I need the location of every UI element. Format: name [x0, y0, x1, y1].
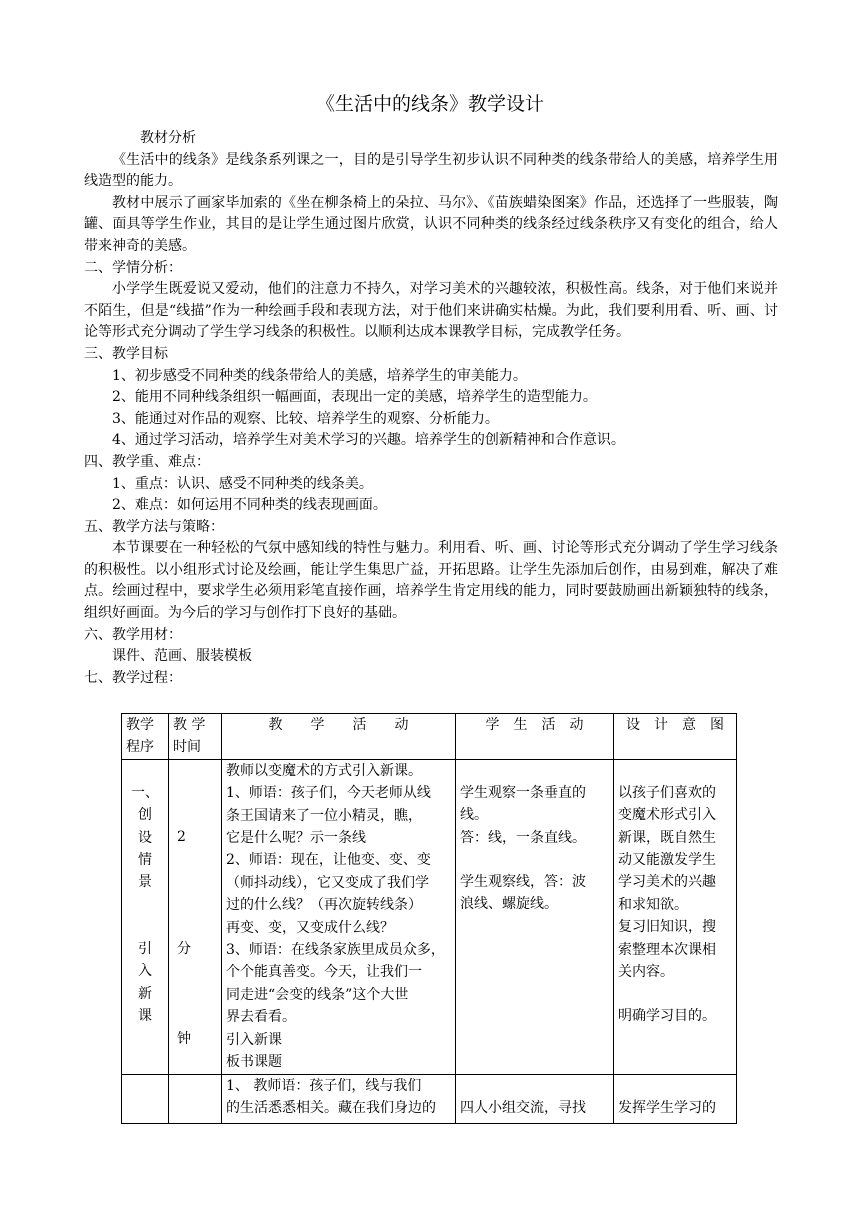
section-heading-keypoints: 四、教学重、难点：	[84, 453, 210, 470]
header-design-intent: 设 计 意 图	[614, 714, 737, 760]
cell-student-activity: 四人小组交流，寻找	[456, 1074, 614, 1123]
teaching-process-table	[121, 713, 737, 1124]
paragraph: 课件、范画、服装模板	[112, 648, 252, 665]
paragraph: 《生活中的线条》是线条系列课之一，目的是引导学生初步认识不同种类的线条带给人的美感，培养学生用线造型的能力。	[84, 151, 778, 190]
list-item: 1、初步感受不同种类的线条带给人的美感，培养学生的审美能力。	[112, 367, 527, 384]
cell-teacher-activity: 1、 教师语：孩子们，线与我们 的生活悉悉相关。藏在我们身边的	[222, 1074, 456, 1123]
list-item: 2、能用不同种线条组织一幅画面，表现出一定的美感，培养学生的造型能力。	[112, 389, 597, 406]
section-heading-methods: 五、教学方法与策略：	[84, 518, 224, 535]
table-row	[122, 1074, 737, 1123]
header-teacher-activity: 教 学 活 动	[222, 714, 456, 760]
paragraph: 本节课要在一种轻松的气氛中感知线的特性与魅力。利用看、听、画、讨论等形式充分调动了学生学习线条的积极性。以小组形式讨论及绘画，能让学生集思广益，开拓思路。让学生先添加后创作，由易到难，解决了难点。绘画过程中，要求学生必须用彩笔直接作画，培养学生肯定用线的能力，同时要鼓励画出新颖独特的线条，组织好画面。为今后的学习与创作打下良好的基础。	[84, 540, 778, 622]
header-student-activity: 学 生 活 动	[456, 714, 614, 760]
table-row	[122, 759, 737, 1074]
list-item: 2、难点：如何运用不同种类的线表现画面。	[112, 497, 387, 514]
list-item: 3、能通过对作品的观察、比较、培养学生的观察、分析能力。	[112, 410, 499, 427]
cell-student-activity: 学生观察一条垂直的 线。 答：线，一条直线。 学生观察线，答：波 浪线、螺旋线。	[456, 759, 614, 1074]
document-title: 《生活中的线条》教学设计	[315, 93, 544, 115]
cell-design-intent: 以孩子们喜欢的 变魔术形式引入 新课，既自然生 动又能激发学生 学习美术的兴趣 和求知欲。 复习旧知识，搜 索整理本次课相 关内容。 明确学习目的。	[614, 759, 737, 1074]
cell-teacher-activity: 教师以变魔术的方式引入新课。 1、师语：孩子们，今天老师从线 条王国请来了一位小精灵，瞧， 它是什么呢？示一条线 2、师语：现在，让他变、变、变 （师抖动线），它又变成了我们学 过的什么线？（再次旋转线条） 再变、变，又变成什么线？ 3、师语：在线条家族里成员众多， 个个能真善变。今天，让我们一 同走进“会变的线条”这个大世 界去看看。 引入新课 板书课题	[222, 759, 456, 1074]
header-time: 教 学 时间	[169, 714, 222, 760]
section-heading-process: 七、教学过程：	[84, 669, 182, 686]
section-heading-students: 二、学情分析：	[84, 259, 182, 276]
cell-design-intent: 发挥学生学习的	[614, 1074, 737, 1123]
list-item: 1、重点：认识、感受不同种类的线条美。	[112, 475, 373, 492]
table-header-row	[122, 714, 737, 760]
document-body	[84, 128, 778, 689]
cell-time: 2 分 钟	[169, 759, 222, 1074]
cell-order	[122, 1074, 169, 1123]
section-heading-materials-used: 六、教学用材：	[84, 626, 182, 643]
cell-order: 一、 创 设 情 景 引 入 新 课	[122, 759, 169, 1074]
cell-time	[169, 1074, 222, 1123]
header-order: 教学 程序	[122, 714, 169, 760]
list-item: 4、通过学习活动，培养学生对美术学习的兴趣。培养学生的创新精神和合作意识。	[112, 432, 625, 449]
section-heading-materials: 教材分析	[140, 130, 196, 146]
paragraph: 教材中展示了画家毕加索的《坐在柳条椅上的朵拉、马尔》、《苗族蜡染图案》作品，还选择了一些服装，陶罐、面具等学生作业，其目的是让学生通过图片欣赏，认识不同种类的线条经过线条秩序又有变化的组合，给人带来神奇的美感。	[84, 194, 778, 254]
paragraph: 小学学生既爱说又爱动，他们的注意力不持久，对学习美术的兴趣较浓，积极性高。线条，对于他们来说并不陌生，但是“线描”作为一种绘画手段和表现方法，对于他们来讲确实枯燥。为此，我们要利用看、听、画、讨论等形式充分调动了学生学习线条的积极性。以顺利达成本课教学目标，完成教学任务。	[84, 281, 778, 341]
section-heading-goals: 三、教学目标	[84, 345, 168, 362]
